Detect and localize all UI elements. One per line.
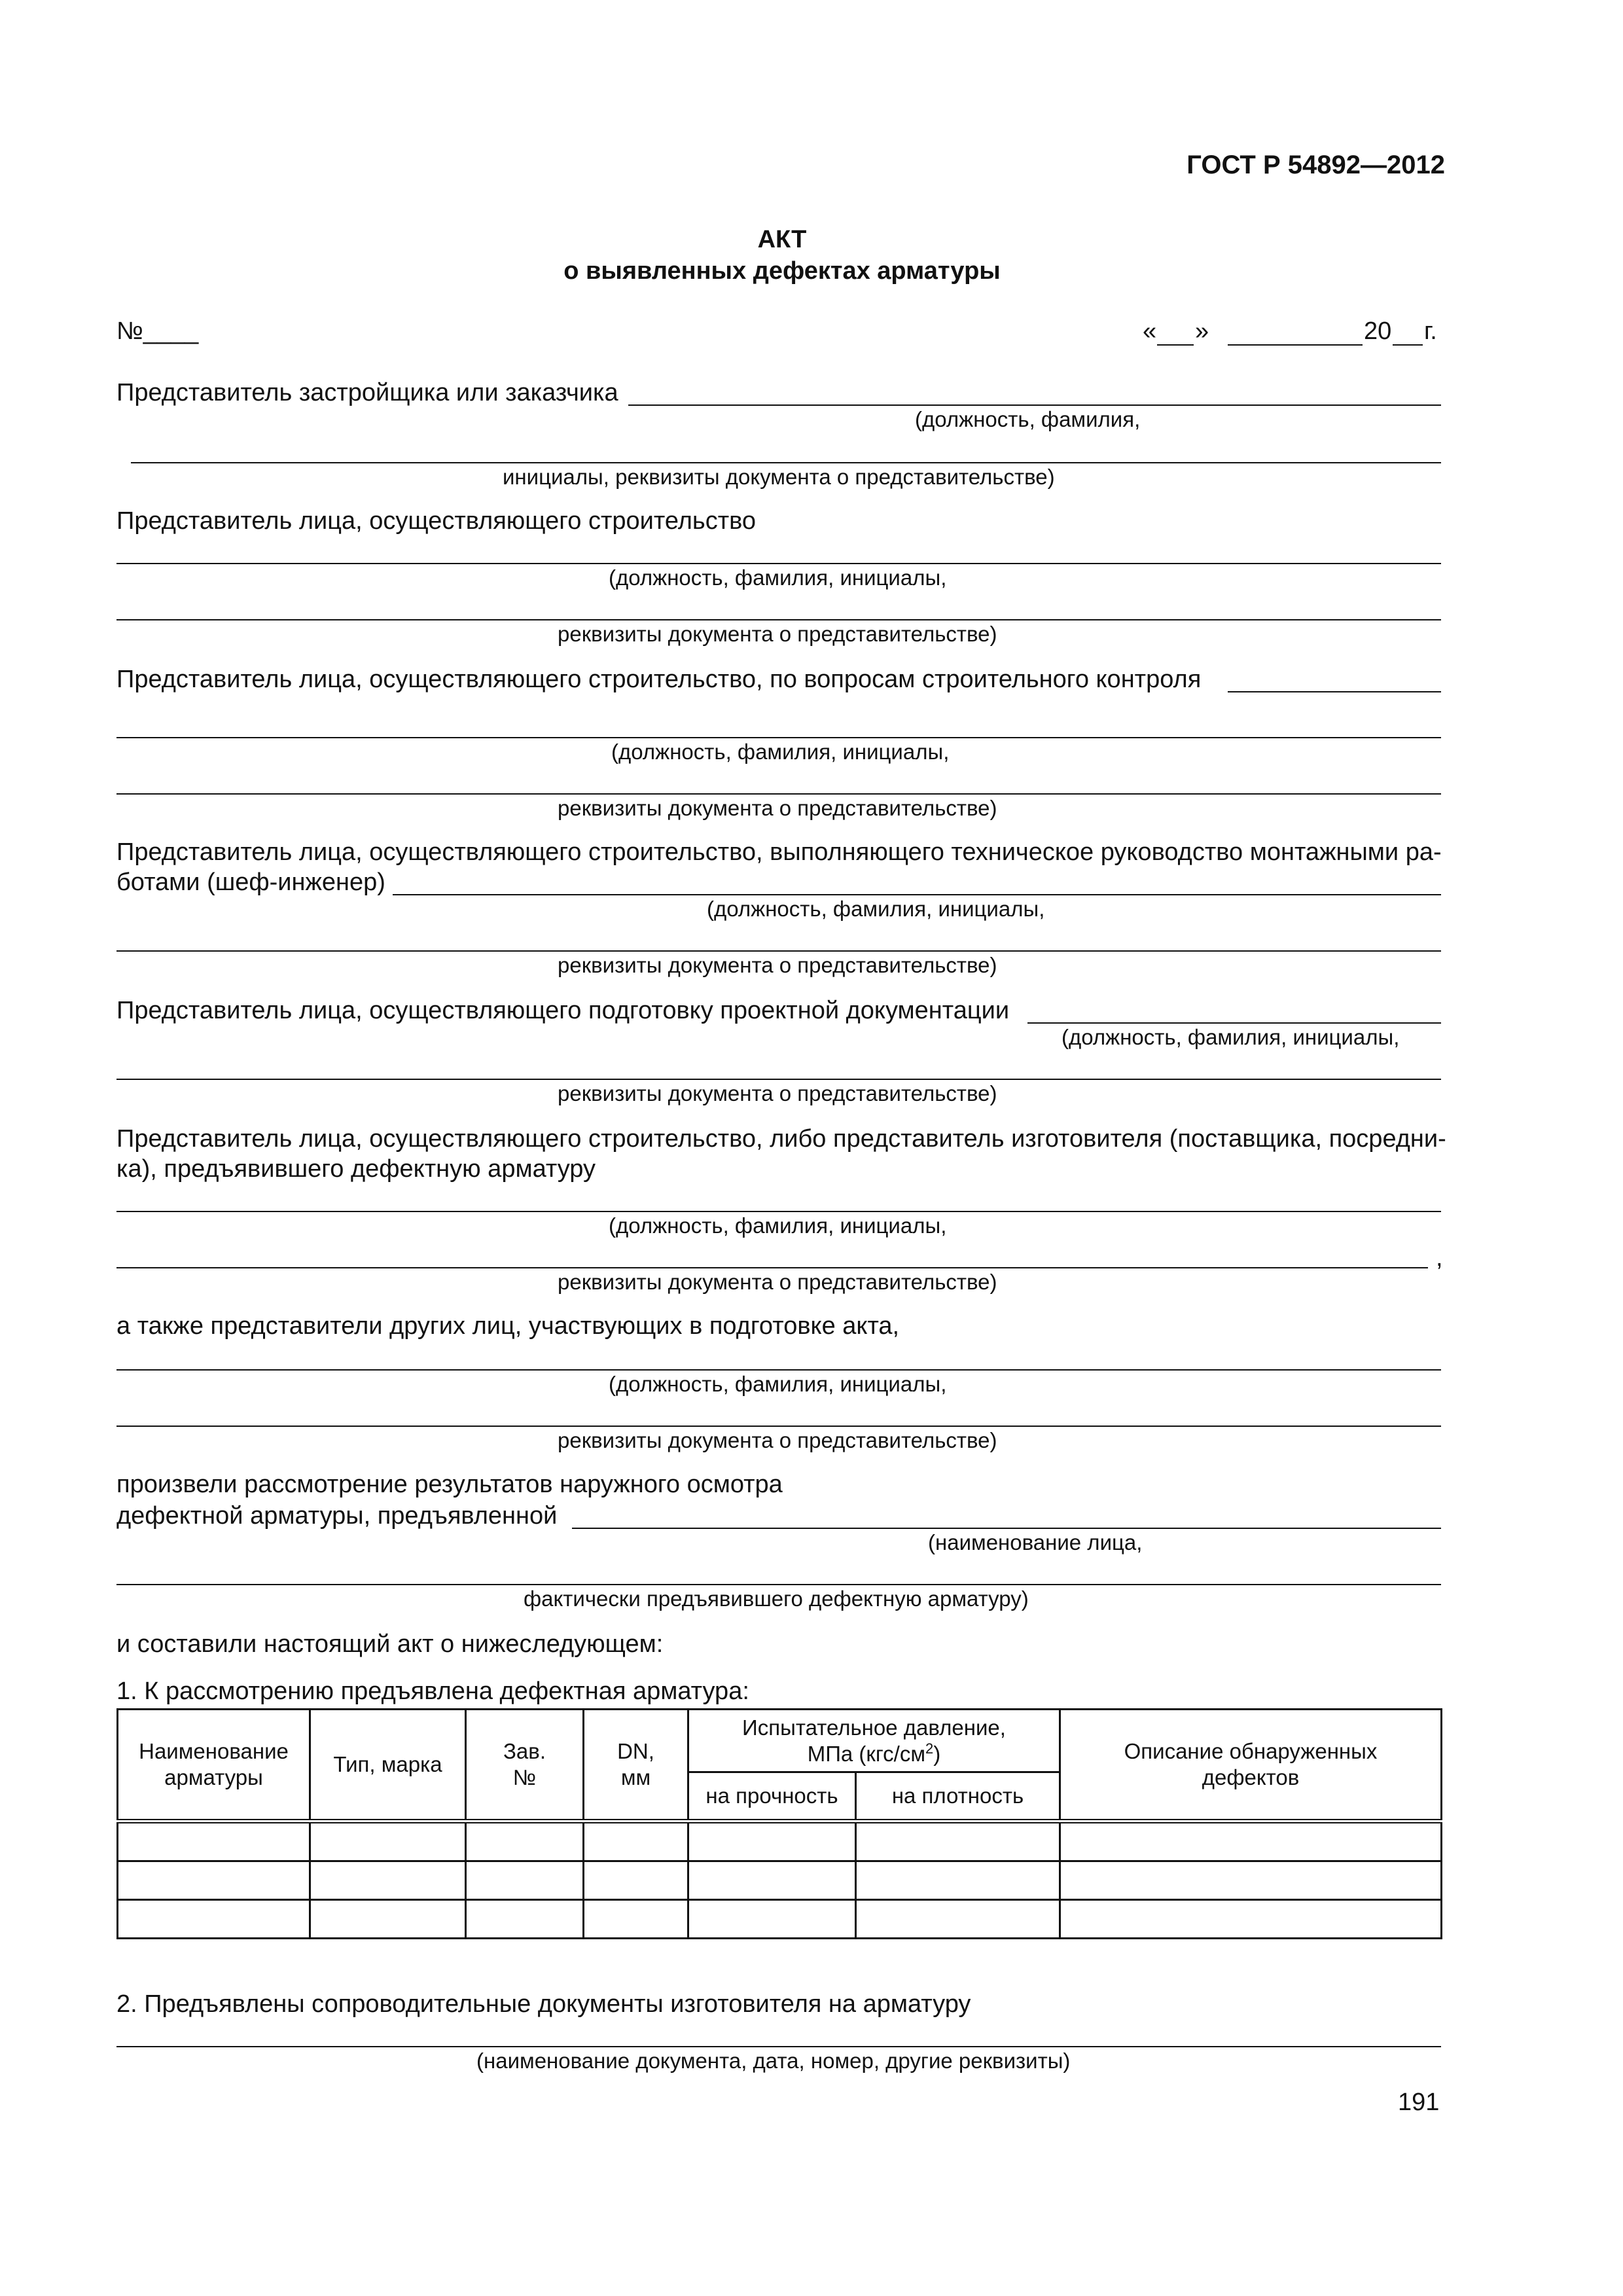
- control-field-2[interactable]: [116, 737, 1441, 738]
- others-caption-2: реквизиты документа о представительстве): [558, 1428, 997, 1452]
- developer-caption-2: инициалы, реквизиты документа о представительстве): [503, 465, 1055, 489]
- chief-label-line1: Представитель лица, осуществляющего строительство, выполняющего техническое руководство монтажными ра-: [116, 838, 1442, 866]
- table-cell[interactable]: [118, 1821, 310, 1861]
- standard-code: ГОСТ Р 54892—2012: [1186, 151, 1445, 179]
- control-field-3[interactable]: [116, 793, 1441, 795]
- builder-field-2[interactable]: [116, 619, 1441, 620]
- table-cell[interactable]: [584, 1900, 688, 1939]
- builder-label: Представитель лица, осуществляющего строительство: [116, 507, 757, 535]
- chief-label-line2: ботами (шеф-инженер): [116, 869, 385, 896]
- inspection-field-1[interactable]: [572, 1528, 1441, 1529]
- table-row: [118, 1861, 1442, 1900]
- col-strength-header: на прочность: [688, 1772, 856, 1821]
- others-field-2[interactable]: [116, 1426, 1441, 1427]
- table-cell[interactable]: [688, 1861, 856, 1900]
- chief-caption-2: реквизиты документа о представительстве): [558, 953, 997, 977]
- date-year-prefix: 20: [1364, 317, 1392, 345]
- table-cell[interactable]: [856, 1821, 1060, 1861]
- design-caption-2: реквизиты документа о представительстве): [558, 1081, 997, 1105]
- page-number: 191: [1398, 2089, 1440, 2116]
- table-row: [118, 1821, 1442, 1861]
- others-caption-1: (должность, фамилия, инициалы,: [609, 1372, 947, 1396]
- col-defects-header: Описание обнаруженных дефектов: [1060, 1710, 1442, 1821]
- builder-caption-2: реквизиты документа о представительстве): [558, 622, 997, 646]
- table-cell[interactable]: [466, 1821, 584, 1861]
- table-cell[interactable]: [118, 1900, 310, 1939]
- table-cell[interactable]: [310, 1861, 466, 1900]
- others-field-1[interactable]: [116, 1369, 1441, 1371]
- supplier-caption-1: (должность, фамилия, инициалы,: [609, 1213, 947, 1238]
- date-year-suffix: г.: [1424, 317, 1437, 345]
- col-type-header: Тип, марка: [310, 1710, 466, 1821]
- table-cell[interactable]: [856, 1900, 1060, 1939]
- others-label: а также представители других лиц, участвующих в подготовке акта,: [116, 1312, 900, 1340]
- design-field-1[interactable]: [1027, 1022, 1441, 1024]
- col-density-header: на плотность: [856, 1772, 1060, 1821]
- table-cell[interactable]: [584, 1821, 688, 1861]
- table-header-row: [118, 1710, 1442, 1772]
- date-day-field[interactable]: [1157, 344, 1194, 346]
- table-cell[interactable]: [310, 1900, 466, 1939]
- control-caption-1: (должность, фамилия, инициалы,: [611, 740, 950, 764]
- builder-caption-1: (должность, фамилия, инициалы,: [609, 565, 947, 590]
- inspection-label-line2: дефектной арматуры, предъявленной: [116, 1502, 558, 1530]
- inspection-caption-2: фактически предъявившего дефектную арматуру): [524, 1587, 1029, 1611]
- developer-label: Представитель застройщика или заказчика: [116, 379, 618, 406]
- table-cell[interactable]: [466, 1861, 584, 1900]
- table-cell[interactable]: [466, 1900, 584, 1939]
- item-2-heading: 2. Предъявлены сопроводительные документы изготовителя на арматуру: [116, 1990, 971, 2018]
- table-cell[interactable]: [118, 1861, 310, 1900]
- item-2-caption: (наименование документа, дата, номер, другие реквизиты): [476, 2049, 1071, 2073]
- builder-field-1[interactable]: [116, 563, 1441, 564]
- inspection-label-line1: произвели рассмотрение результатов наружного осмотра: [116, 1471, 783, 1498]
- act-title: АКТ: [757, 226, 807, 253]
- supplier-field-2[interactable]: [116, 1267, 1428, 1268]
- compose-statement: и составили настоящий акт о нижеследующем:: [116, 1630, 664, 1658]
- table-cell[interactable]: [1060, 1861, 1442, 1900]
- act-number[interactable]: №____: [116, 317, 199, 345]
- table-row: [118, 1900, 1442, 1939]
- date-open-quote: «: [1143, 317, 1157, 345]
- developer-field-2[interactable]: [131, 462, 1441, 463]
- col-serial-header: Зав. №: [466, 1710, 584, 1821]
- developer-field-1[interactable]: [628, 404, 1441, 406]
- control-field-1[interactable]: [1228, 691, 1441, 692]
- supplier-label-line2: ка), предъявившего дефектную арматуру: [116, 1155, 596, 1183]
- item-2-field[interactable]: [116, 2046, 1441, 2047]
- col-name-header: Наименование арматуры: [118, 1710, 310, 1821]
- item-1-heading: 1. К рассмотрению предъявлена дефектная арматура:: [116, 1677, 749, 1705]
- col-dn-header: DN, мм: [584, 1710, 688, 1821]
- design-caption-1: (должность, фамилия, инициалы,: [1061, 1025, 1400, 1049]
- design-field-2[interactable]: [116, 1079, 1441, 1080]
- supplier-label-line1: Представитель лица, осуществляющего строительство, либо представитель изготовителя (поставщика, посредни-: [116, 1125, 1446, 1153]
- chief-field-1[interactable]: [393, 894, 1441, 895]
- design-label: Представитель лица, осуществляющего подготовку проектной документации: [116, 997, 1010, 1024]
- table-cell[interactable]: [584, 1861, 688, 1900]
- chief-field-2[interactable]: [116, 950, 1441, 952]
- supplier-field-1[interactable]: [116, 1211, 1441, 1212]
- date-month-field[interactable]: [1228, 344, 1363, 346]
- control-label: Представитель лица, осуществляющего строительство, по вопросам строительного контроля: [116, 666, 1202, 693]
- table-cell[interactable]: [310, 1821, 466, 1861]
- developer-caption-1: (должность, фамилия,: [915, 407, 1141, 431]
- table-cell[interactable]: [1060, 1821, 1442, 1861]
- defects-table: [116, 1708, 1442, 1939]
- supplier-caption-2: реквизиты документа о представительстве): [558, 1270, 997, 1294]
- supplier-comma: ,: [1436, 1244, 1443, 1272]
- date-year-field[interactable]: [1393, 344, 1423, 346]
- control-caption-2: реквизиты документа о представительстве): [558, 796, 997, 820]
- date-close-quote: »: [1195, 317, 1209, 345]
- inspection-caption-1: (наименование лица,: [928, 1530, 1143, 1554]
- table-cell[interactable]: [856, 1861, 1060, 1900]
- col-pressure-header: Испытательное давление, МПа $(кгс/см^2)$: [688, 1710, 1060, 1772]
- inspection-field-2[interactable]: [116, 1584, 1441, 1585]
- act-subtitle: о выявленных дефектах арматуры: [563, 257, 1001, 285]
- table-cell[interactable]: [688, 1821, 856, 1861]
- chief-caption-1: (должность, фамилия, инициалы,: [707, 897, 1045, 921]
- table-cell[interactable]: [1060, 1900, 1442, 1939]
- table-cell[interactable]: [688, 1900, 856, 1939]
